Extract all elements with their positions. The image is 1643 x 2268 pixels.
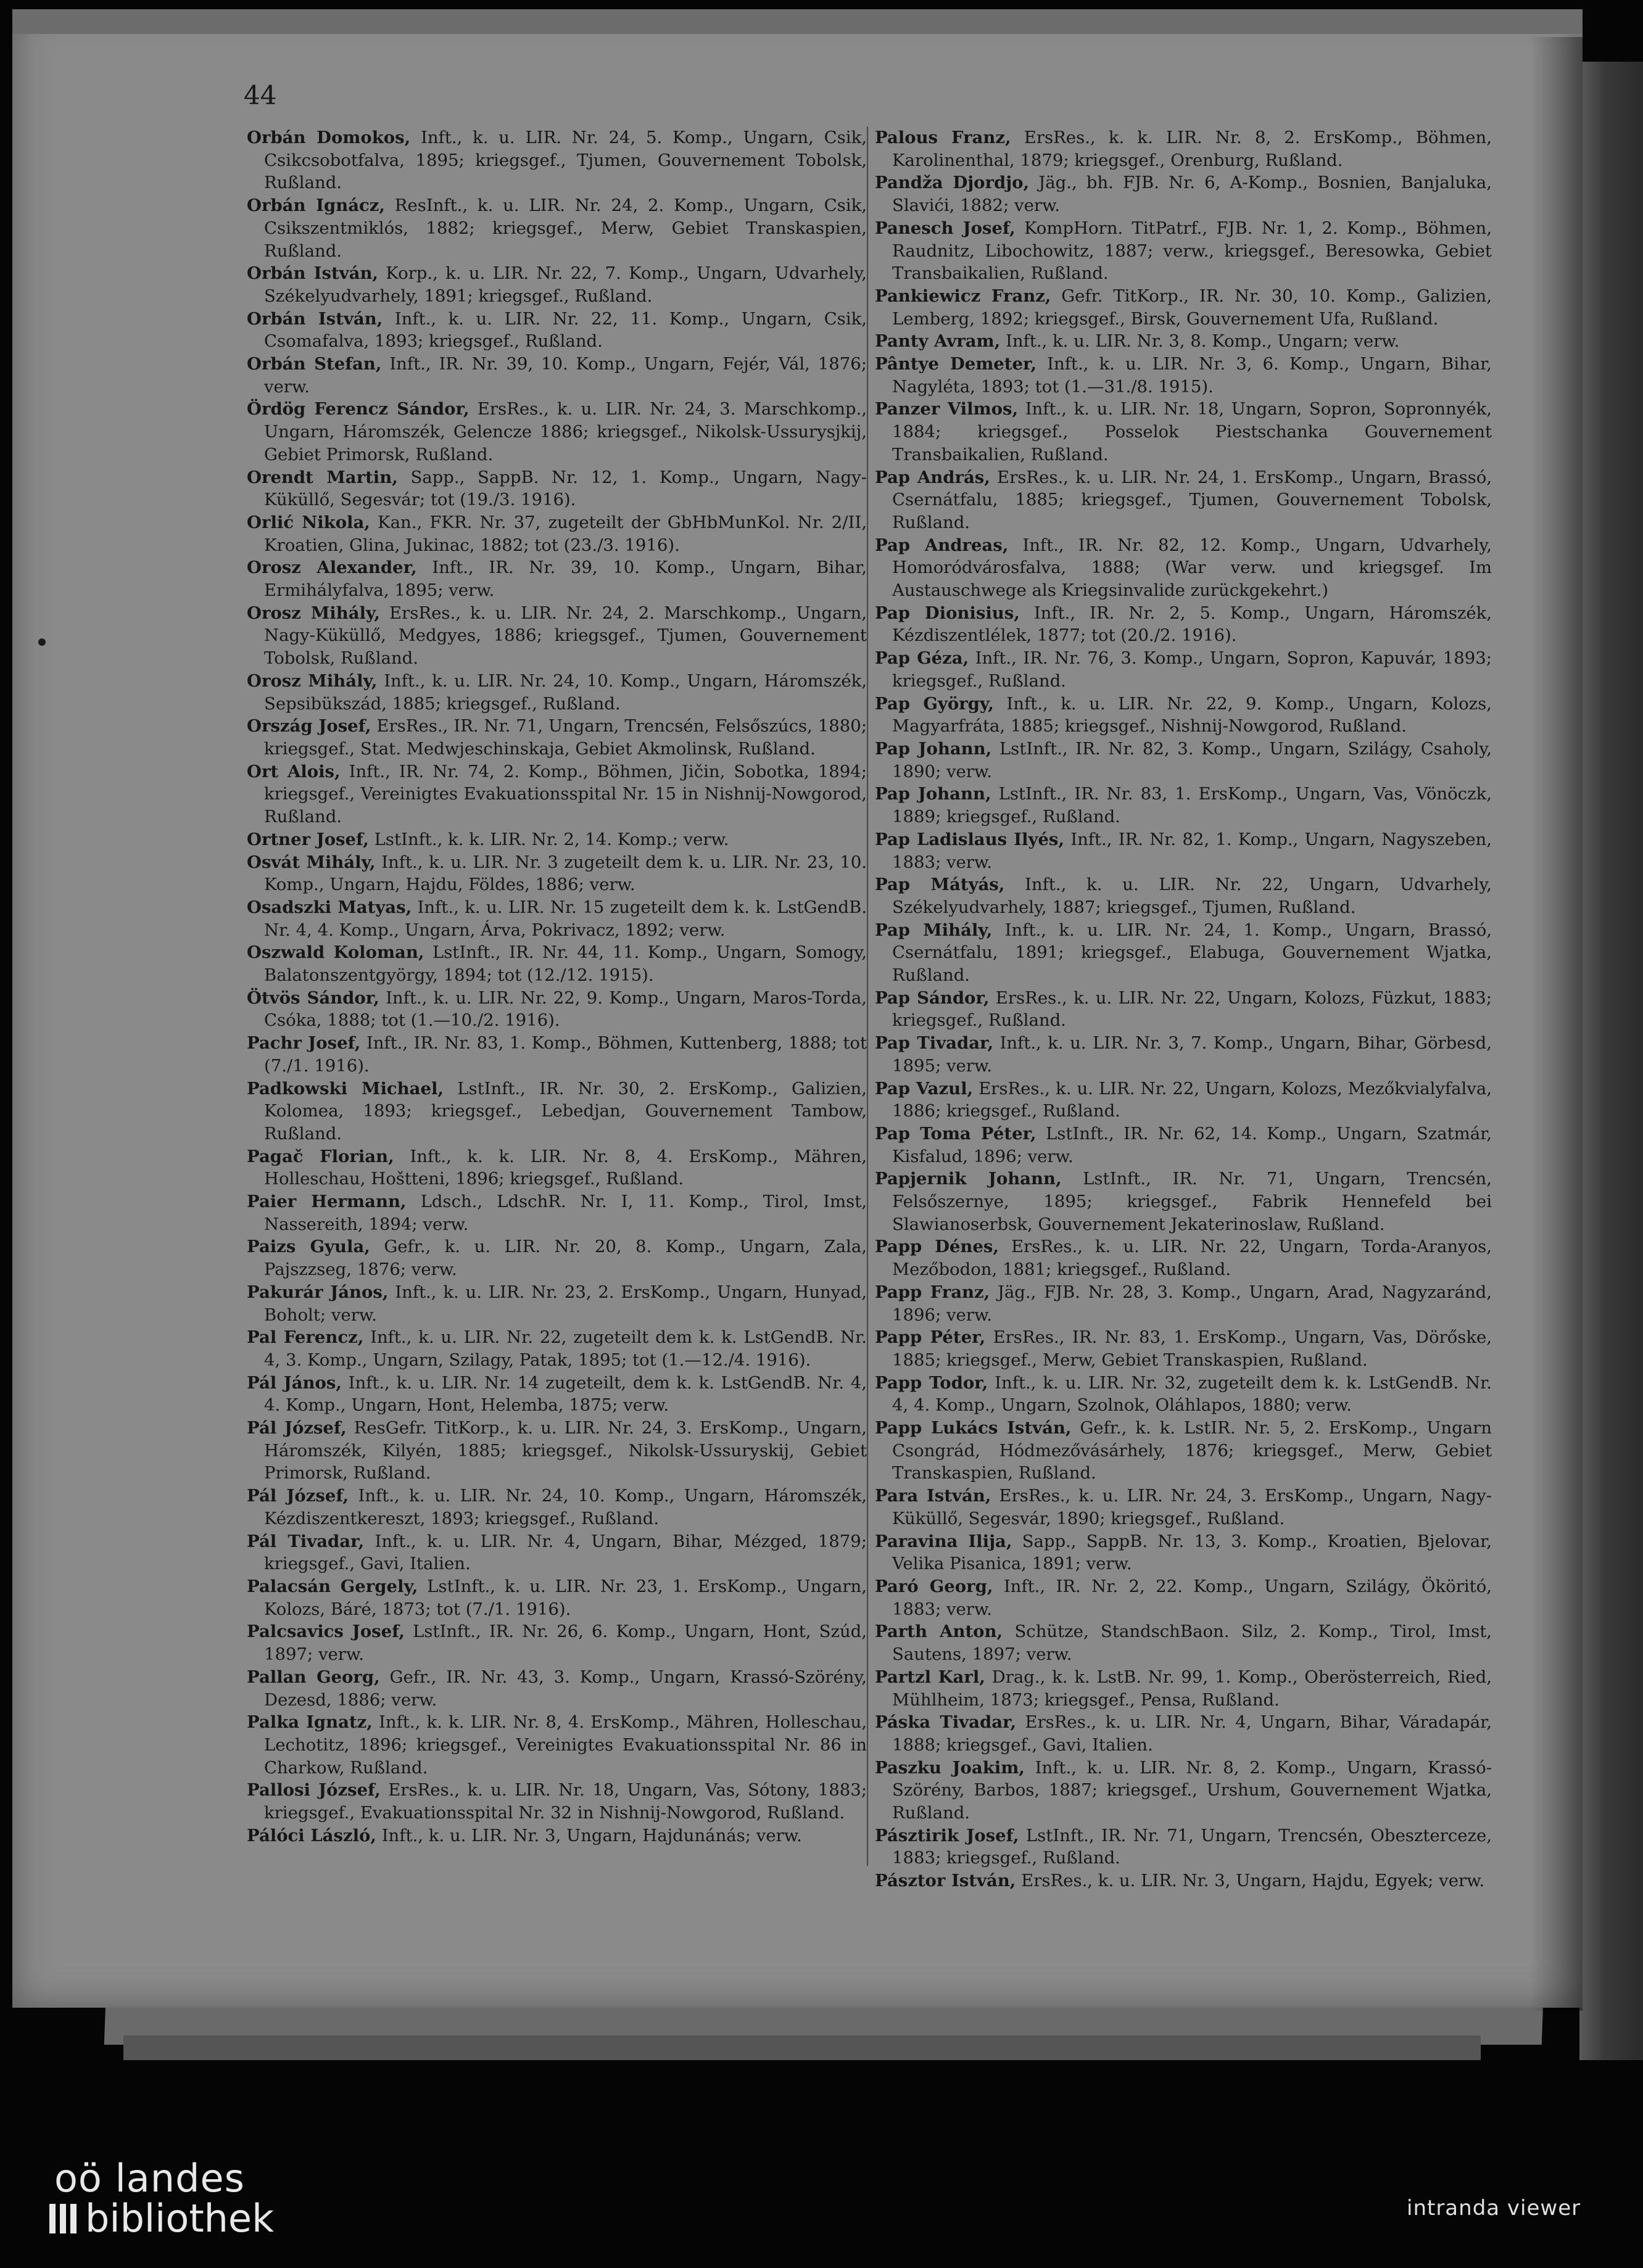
entry-details: Kan., FKR. Nr. 37, zugeteilt der GbHbMunKol. Nr. 2/II, Kroatien, Glina, Jukinac, 1882; tot (23./3. 1916). [264, 512, 867, 555]
entry-name: Pap György, [875, 693, 994, 714]
entry-name: Pap Tivadar, [875, 1033, 994, 1054]
entry-details: Inft., k. u. LIR. Nr. 3, 8. Komp., Ungarn; verw. [1005, 331, 1400, 352]
entry-details: ErsRes., k. u. LIR. Nr. 3, Ungarn, Hajdu, Egyek; verw. [1021, 1871, 1485, 1891]
list-entry [875, 873, 1492, 918]
list-entry [875, 1870, 1492, 1892]
list-entry [875, 1666, 1492, 1711]
entry-details: Inft., IR. Nr. 76, 3. Komp., Ungarn, Sopron, Kapuvár, 1893; kriegsgef., Rußland. [892, 648, 1492, 691]
entry-details: LstInft., IR. Nr. 44, 11. Komp., Ungarn, Somogy, Balatonszentgyörgy, 1894; tot (12./12. 1915). [264, 942, 867, 986]
entry-name: Pachr Josef, [247, 1033, 361, 1054]
list-entry [247, 715, 867, 760]
list-entry [875, 783, 1492, 828]
punch-hole [38, 638, 46, 646]
entry-details: Korp., k. u. LIR. Nr. 22, 7. Komp., Ungarn, Udvarhely, Székelyudvarhely, 1891; kriegsgef., Rußland. [264, 263, 867, 306]
entry-name: Pál Tivadar, [247, 1531, 365, 1551]
entry-details: Inft., k. u. LIR. Nr. 22, 11. Komp., Ungarn, Csik, Csomafalva, 1893; kriegsgef., Rußland. [264, 308, 867, 352]
entry-details: Inft., k. u. LIR. Nr. 3, Ungarn, Hajdunánás; verw. [381, 1825, 802, 1845]
entry-name: Ort Alois, [247, 761, 341, 781]
list-entry [247, 1235, 867, 1280]
book-cover-edge [1579, 62, 1643, 2060]
list-entry [875, 353, 1492, 398]
entry-details: Inft., k. u. LIR. Nr. 22, Ungarn, Udvarhely, Székelyudvarhely, 1887; kriegsgef., Tjumen, Rußland. [892, 875, 1492, 917]
list-entry [247, 126, 867, 194]
entry-name: Palcsavics Josef, [247, 1622, 405, 1642]
list-entry [247, 1326, 867, 1371]
entry-name: Pakurár János, [247, 1282, 389, 1302]
entry-details: ErsRes., k. u. LIR. Nr. 22, Ungarn, Torda-Aranyos, Mezőbodon, 1881; kriegsgef., Rußland. [892, 1237, 1492, 1280]
entry-details: Ldsch., LdschR. Nr. I, 11. Komp., Tirol, Imst, Nassereith, 1894; verw. [264, 1192, 867, 1234]
entry-details: Inft., IR. Nr. 39, 10. Komp., Ungarn, Bihar, Ermihályfalva, 1895; verw. [264, 558, 867, 601]
list-entry [247, 851, 867, 896]
list-entry [875, 330, 1492, 353]
logo-text-line2: bibliothek [85, 2196, 274, 2241]
list-entry [875, 987, 1492, 1032]
entry-details: ErsRes., k. u. LIR. Nr. 24, 3. Marschkomp., Ungarn, Háromszék, Gelencze 1886; kriegsgef., Nikolsk-Ussurysjkij, Gebiet Primorsk, Rußland. [264, 399, 867, 464]
logo-text-line1: oö landes [54, 2156, 245, 2201]
list-entry [247, 1779, 867, 1824]
list-entry [875, 828, 1492, 873]
entry-details: ResInft., k. u. LIR. Nr. 24, 2. Komp., Ungarn, Csik, Csikszentmiklós, 1882; kriegsgef., Merw, Gebiet Transkaspien, Rußland. [264, 196, 867, 261]
entry-details: ErsRes., k. u. LIR. Nr. 24, 1. ErsKomp., Ungarn, Brassó, Csernátfalu, 1885; kriegsgef., Tjumen, Gouvernement Tobolsk, Rußland. [892, 467, 1492, 532]
list-entry [247, 941, 867, 986]
list-entry [247, 1825, 867, 1847]
entry-name: Osadszki Matyas, [247, 897, 412, 917]
entry-details: LstInft., IR. Nr. 30, 2. ErsKomp., Galizien, Kolomea, 1893; kriegsgef., Lebedjan, Gouvernement Tambow, Rußland. [264, 1078, 867, 1144]
list-entry [247, 670, 867, 715]
spine-shadow [1530, 37, 1583, 2011]
entry-details: Inft., IR. Nr. 82, 1. Komp., Ungarn, Nagyszeben, 1883; verw. [892, 829, 1492, 872]
entry-details: Inft., IR. Nr. 2, 22. Komp., Ungarn, Szilágy, Ököritó, 1883; verw. [892, 1577, 1492, 1619]
logo-text-line2-wrap [49, 2198, 274, 2239]
entry-name: Pallan Georg, [247, 1667, 380, 1687]
entry-details: Inft., IR. Nr. 2, 5. Komp., Ungarn, Háromszék, Kézdiszentlélek, 1877; tot (20./2. 1916). [892, 603, 1492, 646]
list-entry [875, 466, 1492, 534]
entry-name: Pásztirik Josef, [875, 1825, 1019, 1845]
entry-name: Pap Géza, [875, 648, 969, 669]
entry-name: Ördög Ferencz Sándor, [247, 399, 470, 419]
list-entry [875, 1326, 1492, 1371]
list-entry [875, 738, 1492, 783]
list-entry [247, 308, 867, 353]
entry-name: Papp Lukács István, [875, 1418, 1072, 1438]
entry-name: Papp Franz, [875, 1282, 990, 1302]
entry-name: Paier Hermann, [247, 1192, 407, 1212]
list-entry [875, 1530, 1492, 1575]
entry-details: Inft., k. u. LIR. Nr. 3, 7. Komp., Ungarn, Bihar, Görbesd, 1895; verw. [892, 1033, 1492, 1076]
entry-details: Inft., k. k. LIR. Nr. 8, 4. ErsKomp., Mähren, Holleschau, Lechotitz, 1896; kriegsgef., Vereinigtes Evakuationsspital Nr. 86 in Charkow, Rußland. [264, 1712, 867, 1778]
list-entry [247, 398, 867, 466]
list-entry [875, 171, 1492, 216]
entry-name: Pântye Demeter, [875, 354, 1037, 374]
entry-name: Papp Dénes, [875, 1237, 999, 1257]
list-entry [875, 1078, 1492, 1123]
list-entry [247, 1417, 867, 1485]
list-entry [875, 398, 1492, 466]
list-entry [875, 1825, 1492, 1870]
entry-details: LstInft., IR. Nr. 26, 6. Komp., Ungarn, Hont, Szúd, 1897; verw. [264, 1622, 867, 1665]
entry-details: Gefr., IR. Nr. 43, 3. Komp., Ungarn, Krassó-Szörény, Dezesd, 1886; verw. [264, 1667, 867, 1710]
list-entry [247, 761, 867, 828]
list-entry [875, 1575, 1492, 1620]
entry-details: Inft., k. u. LIR. Nr. 24, 10. Komp., Ungarn, Háromszék, Kézdiszentkereszt, 1893; kriegsgef., Rußland. [264, 1486, 867, 1528]
entry-details: Inft., k. u. LIR. Nr. 32, zugeteilt dem k. k. LstGendB. Nr. 4, 4. Komp., Ungarn, Szolnok, Oláhlapos, 1880; verw. [892, 1372, 1492, 1416]
entry-details: Inft., IR. Nr. 83, 1. Komp., Böhmen, Kuttenberg, 1888; tot (7./1. 1916). [264, 1033, 867, 1076]
entry-name: Pap Toma Péter, [875, 1123, 1037, 1144]
list-entry [247, 1620, 867, 1665]
library-logo[interactable] [49, 2156, 274, 2241]
entry-details: Inft., k. u. LIR. Nr. 24, 5. Komp., Ungarn, Csik, Csikcsobotfalva, 1895; kriegsgef., Tjumen, Gouvernement Tobolsk, Rußland. [264, 128, 867, 193]
entry-details: ErsRes., k. u. LIR. Nr. 22, Ungarn, Kolozs, Mezőkvialyfalva, 1886; kriegsgef., Rußland. [892, 1078, 1492, 1121]
list-entry [875, 647, 1492, 692]
entry-name: Pap Mihály, [875, 920, 993, 940]
entry-name: Pál József, [247, 1418, 347, 1438]
entry-name: Pál József, [247, 1486, 349, 1506]
entry-name: Paró Georg, [875, 1577, 993, 1596]
entry-name: Pandža Djordjo, [875, 173, 1030, 193]
entry-details: Gefr., k. k. LstIR. Nr. 5, 2. ErsKomp., Ungarn Csongrád, Hódmezővásárhely, 1876; kriegsgef., Merw, Gebiet Transkaspien, Rußland. [892, 1418, 1492, 1483]
entry-details: LstInft., k. u. LIR. Nr. 23, 1. ErsKomp., Ungarn, Kolozs, Báré, 1873; tot (7./1. 1916). [264, 1577, 867, 1619]
entry-details: Inft., k. u. LIR. Nr. 24, 10. Komp., Ungarn, Háromszék, Sepsibükszád, 1885; kriegsgef., Rußland. [264, 670, 867, 714]
logo-bars-icon [49, 2204, 77, 2233]
list-entry [875, 534, 1492, 602]
list-entry [875, 693, 1492, 738]
entry-details: ResGefr. TitKorp., k. u. LIR. Nr. 24, 3. ErsKomp., Ungarn, Háromszék, Kilyén, 1885; kriegsgef., Nikolsk-Ussuryskij, Gebiet Primorsk, Rußland. [264, 1418, 867, 1483]
entry-name: Papp Todor, [875, 1372, 988, 1393]
entry-name: Pallosi József, [247, 1780, 381, 1800]
list-entry [247, 1032, 867, 1077]
list-entry [247, 896, 867, 941]
entry-details: Inft., k. u. LIR. Nr. 24, 1. Komp., Ungarn, Brassó, Csernátfalu, 1891; kriegsgef., Elabuga, Gouvernement Wjatka, Rußland. [892, 920, 1492, 986]
entry-name: Páska Tivadar, [875, 1712, 1017, 1733]
entry-name: Orbán Domokos, [247, 128, 411, 147]
entry-name: Ország Josef, [247, 716, 371, 736]
list-entry [247, 1190, 867, 1235]
entry-details: ErsRes., k. u. LIR. Nr. 24, 3. ErsKomp., Ungarn, Nagy-Küküllő, Segesvár, 1890; kriegsgef., Rußland. [892, 1486, 1492, 1528]
entry-name: Oszwald Koloman, [247, 942, 424, 963]
list-entry [247, 353, 867, 398]
entry-details: ErsRes., k. u. LIR. Nr. 4, Ungarn, Bihar, Váradapár, 1888; kriegsgef., Gavi, Italien. [892, 1712, 1492, 1755]
entry-name: Ortner Josef, [247, 829, 369, 849]
list-entry [875, 1620, 1492, 1665]
list-entry [875, 602, 1492, 647]
entry-details: Inft., IR. Nr. 39, 10. Komp., Ungarn, Fejér, Vál, 1876; verw. [264, 354, 867, 397]
entry-details: Inft., k. k. LIR. Nr. 8, 4. ErsKomp., Mähren, Holleschau, Hoštteni, 1896; kriegsgef., Rußland. [264, 1146, 867, 1189]
entry-details: ErsRes., k. u. LIR. Nr. 24, 2. Marschkomp., Ungarn, Nagy-Küküllő, Medgyes, 1886; kriegsgef., Tjumen, Gouvernement Tobolsk, Rußland. [264, 603, 867, 669]
entry-details: LstInft., k. k. LIR. Nr. 2, 14. Komp.; verw. [374, 829, 729, 849]
list-entry [875, 1372, 1492, 1417]
entry-name: Pap Dionisius, [875, 603, 1020, 623]
list-entry [247, 262, 867, 307]
entry-details: Drag., k. k. LstB. Nr. 99, 1. Komp., Oberösterreich, Ried, Mühlheim, 1873; kriegsgef., Pensa, Rußland. [892, 1667, 1492, 1710]
entry-details: Inft., IR. Nr. 82, 12. Komp., Ungarn, Udvarhely, Homoródvárosfalva, 1888; (War verw. und kriegsgef. Im Austauschwege als Kriegsinvalide zurückgekehrt.) [892, 535, 1492, 601]
list-entry [247, 511, 867, 556]
column-divider [867, 126, 868, 1866]
left-column [247, 126, 867, 1971]
entry-details: Schütze, StandschBaon. Silz, 2. Komp., Tirol, Imst, Sautens, 1897; verw. [892, 1622, 1492, 1665]
list-entry [247, 194, 867, 262]
entry-name: Pap Johann, [875, 738, 992, 759]
list-entry [247, 1145, 867, 1190]
list-entry [247, 1078, 867, 1145]
list-entry [247, 602, 867, 670]
list-entry [875, 1417, 1492, 1485]
list-entry [875, 217, 1492, 285]
entry-name: Paravina Ilija, [875, 1531, 1012, 1551]
entry-details: LstInft., IR. Nr. 71, Ungarn, Trencsén, Felsőszernye, 1895; kriegsgef., Fabrik Hennefeld bei Slawianoserbsk, Gouvernement Jekaterinoslaw, Rußland. [892, 1169, 1492, 1234]
entry-details: ErsRes., k. k. LIR. Nr. 8, 2. ErsKomp., Böhmen, Karolinenthal, 1879; kriegsgef., Orenburg, Rußland. [892, 128, 1492, 170]
entry-name: Pálóci László, [247, 1825, 376, 1845]
entry-name: Pal Ferencz, [247, 1327, 364, 1348]
list-entry [247, 1711, 867, 1779]
entry-name: Panty Avram, [875, 331, 1001, 352]
entry-details: Inft., k. u. LIR. Nr. 4, Ungarn, Bihar, Mézged, 1879; kriegsgef., Gavi, Italien. [264, 1531, 867, 1574]
entry-name: Orosz Mihály, [247, 670, 378, 691]
list-entry [247, 556, 867, 601]
list-entry [875, 1281, 1492, 1326]
entry-details: LstInft., IR. Nr. 71, Ungarn, Trencsén, Obeszterceze, 1883; kriegsgef., Rußland. [892, 1825, 1492, 1868]
entry-name: Pál János, [247, 1372, 342, 1393]
entry-details: LstInft., IR. Nr. 82, 3. Komp., Ungarn, Szilágy, Csaholy, 1890; verw. [892, 738, 1492, 781]
list-entry [875, 126, 1492, 171]
list-entry [247, 987, 867, 1032]
list-entry [247, 466, 867, 511]
entry-name: Paizs Gyula, [247, 1237, 370, 1257]
page-top-edge [12, 9, 1583, 34]
entry-name: Palacsán Gergely, [247, 1577, 418, 1596]
list-entry [875, 285, 1492, 330]
list-entry [875, 1032, 1492, 1077]
entry-name: Panzer Vilmos, [875, 399, 1019, 419]
entry-details: KompHorn. TitPatrf., FJB. Nr. 1, 2. Komp., Böhmen, Raudnitz, Libochowitz, 1887; verw., kriegsgef., Beresowka, Gebiet Transbaikalien, Rußland. [892, 218, 1492, 284]
entry-details: Inft., k. u. LIR. Nr. 8, 2. Komp., Ungarn, Krassó-Szörény, Barbos, 1887; kriegsgef., Urshum, Gouvernement Wjatka, Rußland. [892, 1757, 1492, 1823]
list-entry [247, 1281, 867, 1326]
entry-name: Pap Andreas, [875, 535, 1009, 555]
entry-name: Panesch Josef, [875, 218, 1016, 238]
page-stack-edge-lower [123, 2035, 1481, 2060]
entry-name: Parth Anton, [875, 1622, 1003, 1642]
entry-details: ErsRes., k. u. LIR. Nr. 18, Ungarn, Vas, Sótony, 1883; kriegsgef., Evakuationsspital Nr. 32 in Nishnij-Nowgorod, Rußland. [264, 1780, 867, 1823]
entry-name: Orbán István, [247, 263, 379, 284]
entry-name: Osvát Mihály, [247, 852, 376, 872]
entry-details: Inft., k. u. LIR. Nr. 15 zugeteilt dem k. k. LstGendB. Nr. 4, 4. Komp., Ungarn, Árva, Pokrivacz, 1892; verw. [264, 897, 867, 940]
list-entry [875, 1235, 1492, 1280]
entry-name: Pap Vazul, [875, 1078, 974, 1099]
entry-name: Orbán István, [247, 308, 383, 329]
entry-name: Pap András, [875, 467, 990, 487]
entry-details: Gefr., k. u. LIR. Nr. 20, 8. Komp., Ungarn, Zala, Pajszzseg, 1876; verw. [264, 1237, 867, 1280]
entry-name: Orosz Mihály, [247, 603, 380, 623]
viewer-brand-label[interactable]: intranda viewer [1407, 2196, 1581, 2221]
entry-details: LstInft., IR. Nr. 62, 14. Komp., Ungarn, Szatmár, Kisfalud, 1896; verw. [892, 1123, 1492, 1166]
entry-details: Inft., k. u. LIR. Nr. 23, 2. ErsKomp., Ungarn, Hunyad, Boholt; verw. [264, 1282, 867, 1325]
entry-details: Gefr. TitKorp., IR. Nr. 30, 10. Komp., Galizien, Lemberg, 1892; kriegsgef., Birsk, Gouvernement Ufa, Rußland. [892, 286, 1492, 329]
right-column [875, 126, 1492, 1971]
entry-name: Pankiewicz Franz, [875, 286, 1051, 306]
entry-details: Inft., k. u. LIR. Nr. 22, 9. Komp., Ungarn, Maros-Torda, Csóka, 1888; tot (1.—10./2. 1916). [264, 988, 867, 1031]
entry-name: Palous Franz, [875, 128, 1011, 147]
list-entry [875, 1485, 1492, 1530]
entry-details: ErsRes., IR. Nr. 71, Ungarn, Trencsén, Felsőszúcs, 1880; kriegsgef., Stat. Medwjeschinskaja, Gebiet Akmolinsk, Rußland. [264, 716, 867, 759]
list-entry [875, 919, 1492, 987]
list-entry [875, 1123, 1492, 1168]
list-entry [875, 1711, 1492, 1756]
entry-details: Sapp., SappB. Nr. 13, 3. Komp., Kroatien, Bjelovar, Velika Pisanica, 1891; verw. [892, 1531, 1492, 1574]
entry-name: Paszku Joakim, [875, 1757, 1025, 1778]
entry-details: Inft., IR. Nr. 74, 2. Komp., Böhmen, Jičin, Sobotka, 1894; kriegsgef., Vereinigtes Evakuationsspital Nr. 15 in Nishnij-Nowgorod, Rußland. [264, 761, 867, 827]
entry-details: Jäg., bh. FJB. Nr. 6, A-Komp., Bosnien, Banjaluka, Slavići, 1882; verw. [892, 173, 1492, 216]
entry-details: Inft., k. u. LIR. Nr. 18, Ungarn, Sopron, Sopronnyék, 1884; kriegsgef., Posselok Piestschanka Gouvernement Transbaikalien, Rußland. [892, 399, 1492, 464]
entry-name: Para István, [875, 1486, 991, 1506]
entry-details: Inft., k. u. LIR. Nr. 22, 9. Komp., Ungarn, Kolozs, Magyarfráta, 1885; kriegsgef., Nishnij-Nowgorod, Rußland. [892, 693, 1492, 736]
list-entry [247, 1485, 867, 1530]
entry-name: Orbán Ignácz, [247, 196, 385, 216]
entry-details: ErsRes., IR. Nr. 83, 1. ErsKomp., Ungarn, Vas, Dörőske, 1885; kriegsgef., Merw, Gebiet Transkaspien, Rußland. [892, 1327, 1492, 1370]
entry-name: Partzl Karl, [875, 1667, 985, 1687]
page-number: 44 [244, 80, 277, 110]
entry-name: Palka Ignatz, [247, 1712, 373, 1733]
list-entry [247, 1575, 867, 1620]
entry-name: Orbán Stefan, [247, 354, 382, 374]
entry-name: Pap Mátyás, [875, 875, 1005, 895]
entry-details: Inft., k. u. LIR. Nr. 22, zugeteilt dem k. k. LstGendB. Nr. 4, 3. Komp., Ungarn, Szilagy, Patak, 1895; tot (1.—12./4. 1916). [264, 1327, 867, 1370]
entry-name: Papjernik Johann, [875, 1169, 1062, 1189]
list-entry [247, 1530, 867, 1575]
entry-name: Pásztor István, [875, 1871, 1016, 1891]
entry-name: Orosz Alexander, [247, 558, 417, 578]
list-entry [247, 1666, 867, 1711]
entry-name: Ötvös Sándor, [247, 988, 379, 1008]
entry-name: Pap Johann, [875, 784, 991, 804]
entry-name: Papp Péter, [875, 1327, 986, 1348]
entry-details: Inft., k. u. LIR. Nr. 3, 6. Komp., Ungarn, Bihar, Nagyléta, 1893; tot (1.—31./8. 1915). [892, 354, 1492, 397]
entry-name: Padkowski Michael, [247, 1078, 444, 1099]
entry-name: Pap Ladislaus Ilyés, [875, 829, 1064, 849]
entry-details: LstInft., IR. Nr. 83, 1. ErsKomp., Ungarn, Vas, Vönöczk, 1889; kriegsgef., Rußland. [892, 784, 1492, 827]
entry-details: Inft., k. u. LIR. Nr. 14 zugeteilt, dem k. k. LstGendB. Nr. 4, 4. Komp., Ungarn, Hont, Helemba, 1875; verw. [264, 1372, 867, 1416]
entry-details: ErsRes., k. u. LIR. Nr. 22, Ungarn, Kolozs, Füzkut, 1883; kriegsgef., Rußland. [892, 988, 1492, 1031]
list-entry [875, 1168, 1492, 1235]
entry-name: Orlić Nikola, [247, 512, 370, 532]
list-entry [875, 1757, 1492, 1825]
entry-details: Inft., k. u. LIR. Nr. 3 zugeteilt dem k. u. LIR. Nr. 23, 10. Komp., Ungarn, Hajdu, Földes, 1886; verw. [264, 852, 867, 895]
entry-name: Pap Sándor, [875, 988, 990, 1008]
entry-details: Sapp., SappB. Nr. 12, 1. Komp., Ungarn, Nagy-Küküllő, Segesvár; tot (19./3. 1916). [264, 467, 867, 510]
entry-details: Jäg., FJB. Nr. 28, 3. Komp., Ungarn, Arad, Nagyzaránd, 1896; verw. [892, 1282, 1492, 1325]
entry-name: Orendt Martin, [247, 467, 398, 487]
list-entry [247, 828, 867, 851]
entry-name: Pagač Florian, [247, 1146, 394, 1166]
list-entry [247, 1372, 867, 1417]
